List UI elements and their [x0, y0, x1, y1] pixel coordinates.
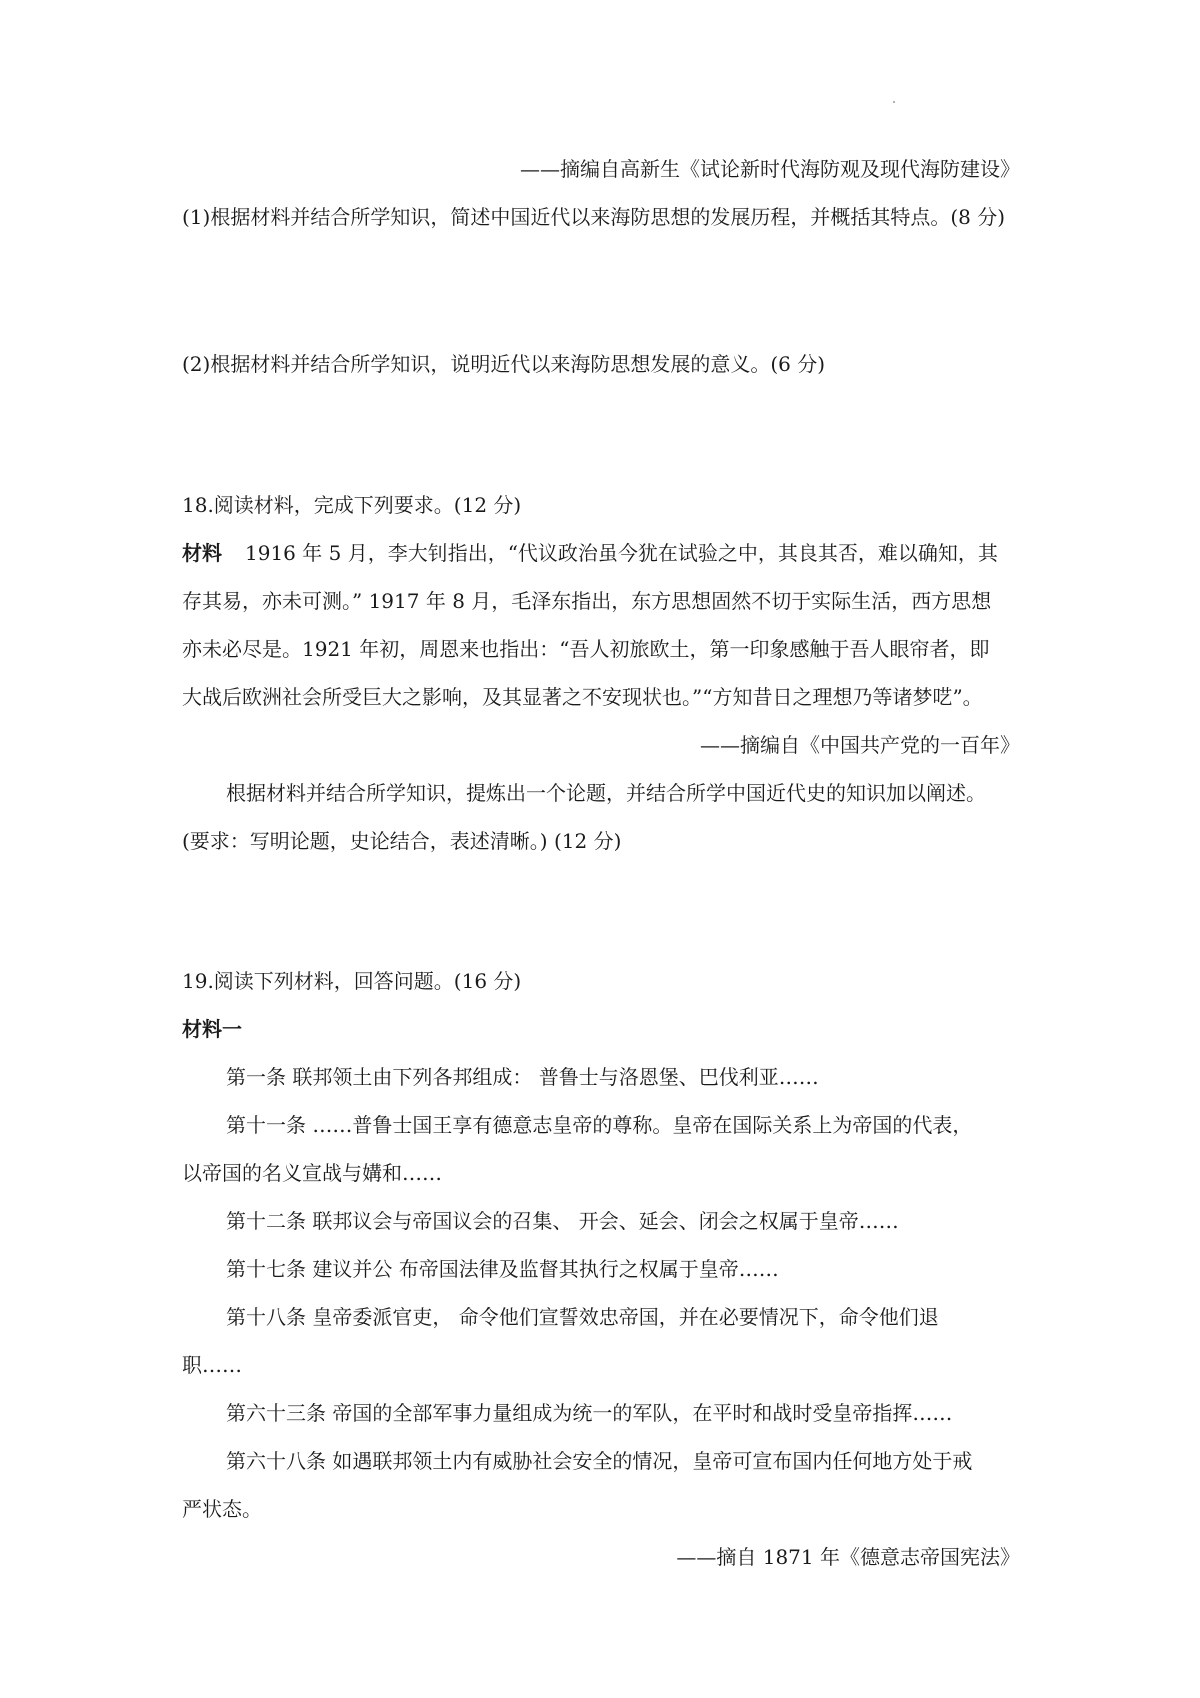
- constitution-article-11-cont: 以帝国的名义宣战与媾和……: [182, 1161, 442, 1185]
- q18-task: 根据材料并结合所学知识，提炼出一个论题，并结合所学中国近代史的知识加以阐述。: [226, 781, 986, 805]
- constitution-article-11: 第十一条 ……普鲁士国王享有德意志皇帝的尊称。皇帝在国际关系上为帝国的代表，: [226, 1113, 973, 1137]
- q18-source: ——摘编自《中国共产党的一百年》: [700, 733, 1020, 757]
- constitution-article-63: 第六十三条 帝国的全部军事力量组成为统一的军队，在平时和战时受皇帝指挥……: [226, 1401, 953, 1425]
- q18-material-line-4: 大战后欧洲社会所受巨大之影响，及其显著之不安现状也。”“方知昔日之理想乃等诸梦呓”。: [182, 685, 983, 709]
- q19-title: 19.阅读下列材料，回答问题。(16 分): [182, 969, 522, 993]
- constitution-article-17: 第十七条 建议并公 布帝国法律及监督其执行之权属于皇帝……: [226, 1257, 779, 1281]
- q18-material-line-3: 亦未必尽是。1921 年初，周恩来也指出：“吾人初旅欧土，第一印象感触于吾人眼帘者，即: [182, 637, 990, 661]
- q18-requirement: (要求：写明论题，史论结合，表述清晰。) (12 分): [182, 829, 622, 853]
- q17-subquestion-2: (2)根据材料并结合所学知识，说明近代以来海防思想发展的意义。(6 分): [182, 352, 826, 376]
- q17-source: ——摘编自高新生《试论新时代海防观及现代海防建设》: [520, 157, 1020, 181]
- q17-subquestion-1: (1)根据材料并结合所学知识，简述中国近代以来海防思想的发展历程，并概括其特点。(8 分): [182, 205, 1006, 229]
- constitution-article-1: 第一条 联邦领土由下列各邦组成： 普鲁士与洛恩堡、巴伐利亚……: [226, 1065, 819, 1089]
- constitution-article-18: 第十八条 皇帝委派官吏， 命令他们宣誓效忠帝国，并在必要情况下，命令他们退: [226, 1305, 939, 1329]
- q18-material-label: 材料: [182, 541, 222, 565]
- q18-title: 18.阅读材料，完成下列要求。(12 分): [182, 493, 522, 517]
- speck: [893, 101, 895, 103]
- q18-material-line-2: 存其易，亦未可测。” 1917 年 8 月，毛泽东指出，东方思想固然不切于实际生活，西方思想: [182, 589, 992, 613]
- q19-material-1-label: 材料一: [182, 1017, 242, 1041]
- constitution-article-68: 第六十八条 如遇联邦领土内有威胁社会安全的情况，皇帝可宣布国内任何地方处于戒: [226, 1449, 973, 1473]
- q19-source: ——摘自 1871 年《德意志帝国宪法》: [676, 1545, 1020, 1569]
- q18-material-line-1: 1916 年 5 月，李大钊指出，“代议政治虽今犹在试验之中，其良其否，难以确知，其: [245, 541, 998, 565]
- constitution-article-12: 第十二条 联邦议会与帝国议会的召集、 开会、延会、闭会之权属于皇帝……: [226, 1209, 899, 1233]
- constitution-article-68-cont: 严状态。: [182, 1497, 262, 1521]
- constitution-article-18-cont: 职……: [182, 1353, 242, 1377]
